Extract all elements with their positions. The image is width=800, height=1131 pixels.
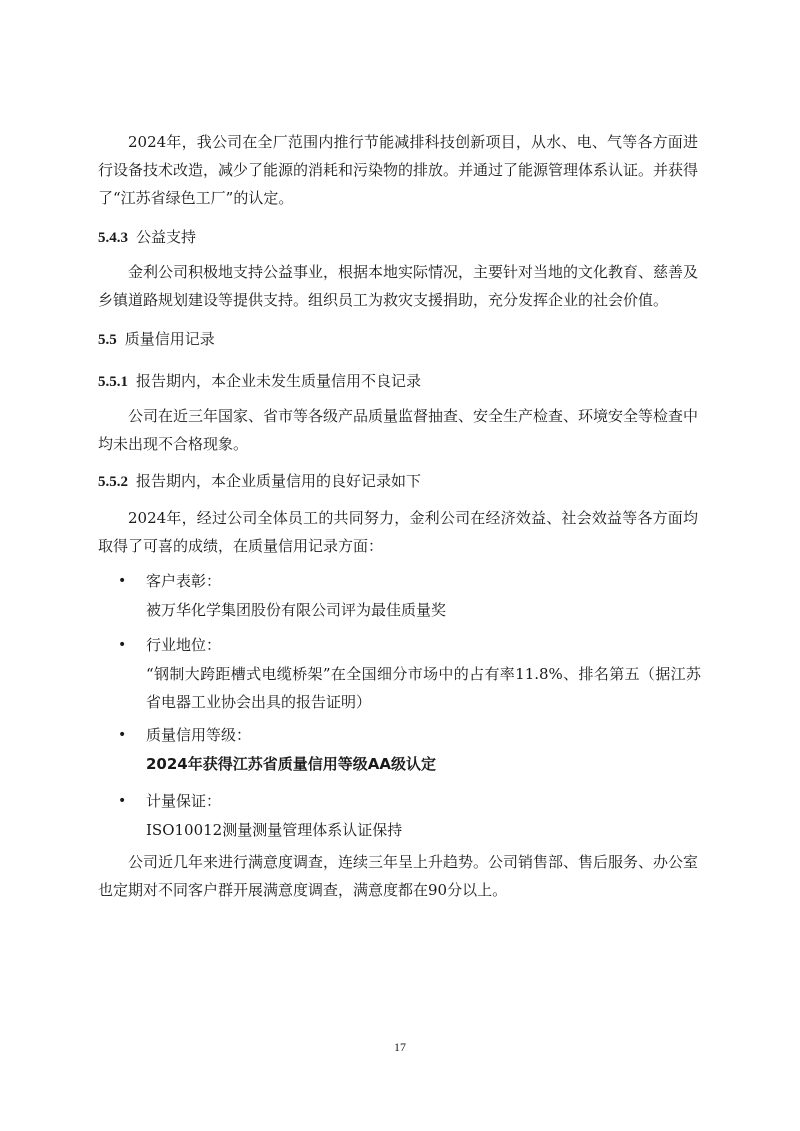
paragraph-inspection: 公司在近三年国家、省市等各级产品质量监督抽查、安全生产检查、环境安全等检查中均未出现不合格现象。 (98, 407, 699, 453)
section-heading-5-5-2 (98, 470, 698, 493)
bullet-customer-award (118, 570, 698, 626)
paragraph-satisfaction: 公司近几年来进行满意度调查，连续三年呈上升趋势。公司销售部、售后服务、办公室也定期对不同客户群开展满意度调查，满意度都在90分以上。 (98, 853, 699, 899)
bullet-measurement-assurance (118, 790, 698, 846)
bullet-label: 计量保证： (146, 792, 222, 810)
bullet-body: ISO10012测量测量管理体系认证保持 (146, 821, 403, 839)
bullet-industry-position (118, 634, 701, 718)
bullet-body: 2024年获得江苏省质量信用等级AA级认定 (146, 755, 436, 773)
section-number: 5.5.1 (98, 374, 128, 390)
bullet-dot: • (118, 573, 127, 589)
section-title: 报告期内，本企业质量信用的良好记录如下 (136, 472, 422, 490)
section-title: 报告期内，本企业未发生质量信用不良记录 (136, 372, 422, 390)
bullet-label: 行业地位： (146, 636, 222, 654)
bullet-body: “钢制大跨距槽式电缆桥架”在全国细分市场中的占有率11.8%、排名第五（据江苏省电器工业协会出具的报告证明） (146, 665, 701, 711)
section-title: 公益支持 (136, 228, 197, 246)
bullet-body: 被万华化学集团股份有限公司评为最佳质量奖 (146, 601, 447, 619)
bullet-dot: • (118, 637, 127, 653)
bullet-dot: • (118, 793, 127, 809)
section-heading-5-4-3 (98, 226, 698, 249)
section-heading-5-5-1 (98, 370, 698, 393)
section-number: 5.4.3 (98, 230, 128, 246)
bullet-label: 质量信用等级： (146, 726, 252, 744)
section-number: 5.5.2 (98, 474, 128, 490)
bullet-dot: • (118, 727, 127, 743)
paragraph-achievements: 2024年，经过公司全体员工的共同努力，金利公司在经济效益、社会效益等各方面均取得了可喜的成绩，在质量信用记录方面： (98, 509, 698, 555)
paragraph-energy-saving: 2024年，我公司在全厂范围内推行节能减排科技创新项目，从水、电、气等各方面进行设备技术改造，减少了能源的消耗和污染物的排放。并通过了能源管理体系认证。并获得了“江苏省绿色工厂”的认定。 (98, 133, 699, 207)
bullet-label: 客户表彰： (146, 572, 222, 590)
section-heading-5-5 (98, 328, 698, 351)
bullet-credit-rating (118, 724, 698, 780)
paragraph-charity: 金利公司积极地支持公益事业，根据本地实际情况，主要针对当地的文化教育、慈善及乡镇道路规划建设等提供支持。组织员工为救灾支援捐助，充分发挥企业的社会价值。 (98, 263, 699, 309)
section-number: 5.5 (98, 332, 117, 348)
section-title: 质量信用记录 (124, 330, 215, 348)
page-number: 17 (394, 1040, 406, 1054)
